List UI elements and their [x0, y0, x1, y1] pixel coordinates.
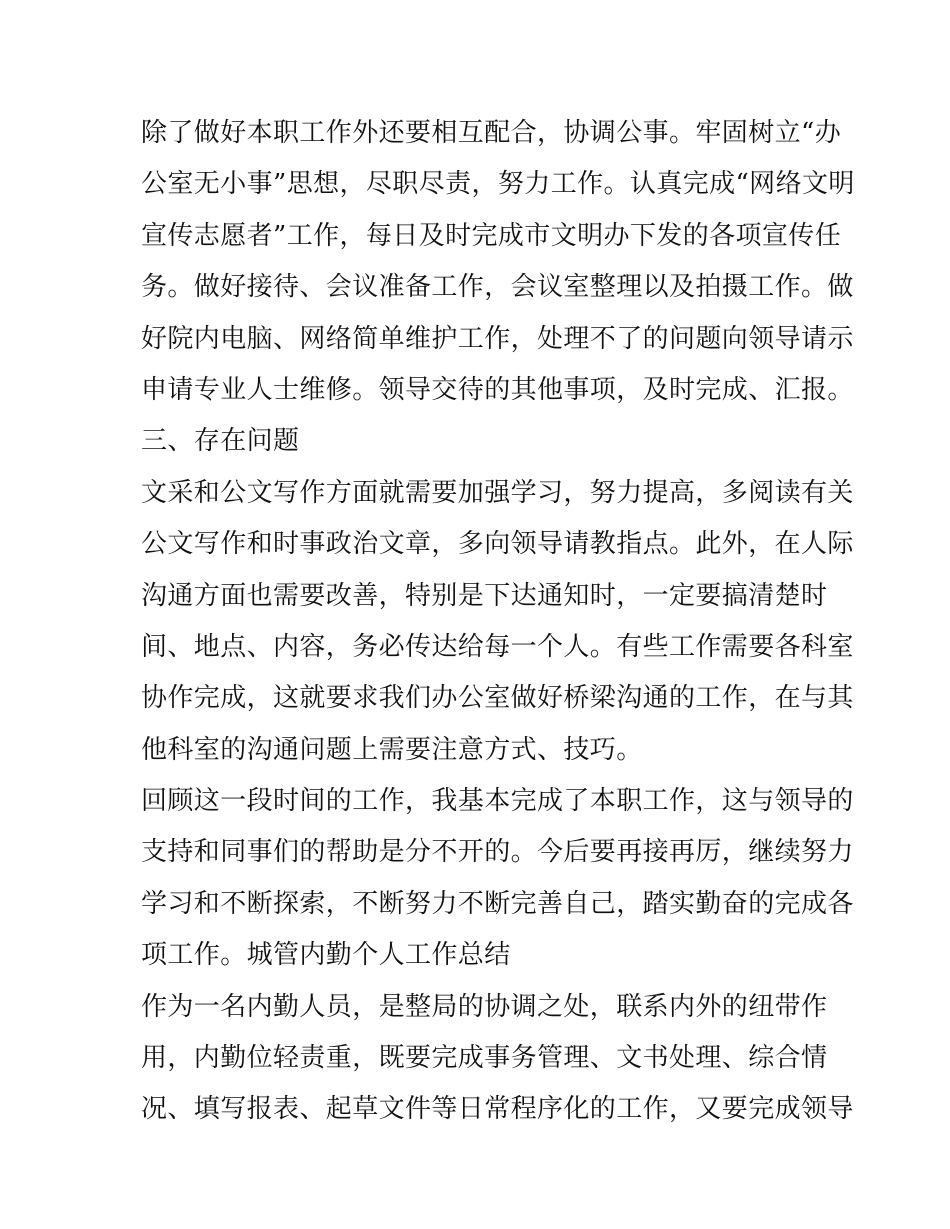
text-line: 间、地点、内容，务必传达给每一个人。有些工作需要各科室 [141, 631, 854, 662]
text-line: 回顾这一段时间的工作，我基本完成了本职工作，这与领导的 [141, 786, 854, 817]
text-line: 公文写作和时事政治文章，多向领导请教指点。此外，在人际 [141, 529, 854, 560]
text-line: 支持和同事们的帮助是分不开的。今后要再接再厉，继续努力 [141, 837, 854, 868]
text-line: 协作完成，这就要求我们办公室做好桥梁沟通的工作，在与其 [141, 683, 854, 714]
text-line: 用，内勤位轻责重，既要完成事务管理、文书处理、综合情 [141, 1043, 828, 1074]
text-line: 作为一名内勤人员，是整局的协调之处，联系内外的纽带作 [141, 991, 828, 1022]
text-line: 文采和公文写作方面就需要加强学习，努力提高，多阅读有关 [141, 477, 854, 508]
text-line: 申请专业人士维修。领导交待的其他事项，及时完成、汇报。 [141, 374, 854, 405]
text-line: 况、填写报表、起草文件等日常程序化的工作，又要完成领导 [141, 1094, 854, 1125]
text-line: 学习和不断探索，不断努力不断完善自己，踏实勤奋的完成各 [141, 888, 854, 919]
text-line: 沟通方面也需要改善，特别是下达通知时，一定要搞清楚时 [141, 580, 828, 611]
section-heading: 三、存在问题 [141, 426, 300, 457]
text-line: 务。做好接待、会议准备工作，会议室整理以及拍摄工作。做 [141, 272, 854, 303]
text-line: 除了做好本职工作外还要相互配合，协调公事。牢固树立“办 [141, 118, 842, 148]
text-line: 他科室的沟通问题上需要注意方式、技巧。 [141, 734, 643, 765]
text-line: 公室无小事”思想，尽职尽责，努力工作。认真完成“网络文明 [141, 169, 855, 200]
text-line: 好院内电脑、网络简单维护工作，处理不了的问题向领导请示 [141, 323, 854, 354]
text-line: 项工作。城管内勤个人工作总结 [141, 940, 511, 971]
document-body [141, 108, 855, 1136]
text-line: 宣传志愿者”工作，每日及时完成市文明办下发的各项宣传任 [141, 220, 842, 251]
